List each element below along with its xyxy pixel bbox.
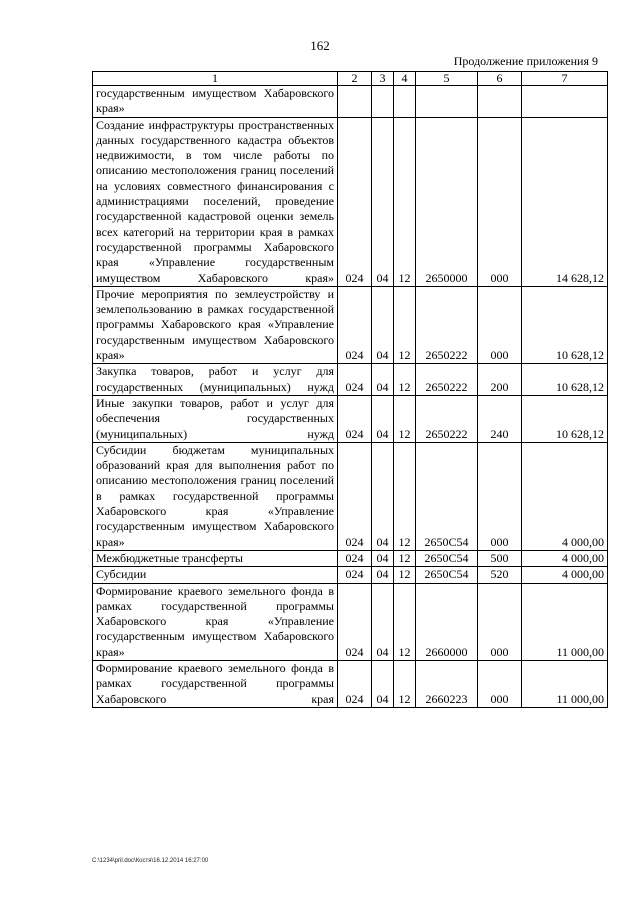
header-row [93, 72, 608, 86]
row-col-3: 04 [372, 583, 394, 660]
row-col-2 [338, 86, 372, 118]
row-col-2: 024 [338, 660, 372, 707]
header-col-6: 6 [478, 72, 522, 86]
row-col-4: 12 [394, 567, 416, 583]
row-col-5: 2650С54 [416, 442, 478, 550]
row-description: Формирование краевого земельного фонда в рамках государственной программы Хабаровского края «Управление государственным имуществом Хабаровского края» [93, 583, 338, 660]
row-amount: 10 628,12 [522, 395, 608, 442]
row-amount: 4 000,00 [522, 550, 608, 566]
row-col-6: 000 [478, 442, 522, 550]
row-col-5: 2650С54 [416, 567, 478, 583]
row-col-6: 000 [478, 117, 522, 286]
header-col-2: 2 [338, 72, 372, 86]
row-col-4: 12 [394, 550, 416, 566]
row-col-4: 12 [394, 364, 416, 396]
row-col-4: 12 [394, 286, 416, 363]
row-description: Иные закупки товаров, работ и услуг для обеспечения государственных (муниципальных) нужд [93, 395, 338, 442]
row-description: Формирование краевого земельного фонда в рамках государственной программы Хабаровского края [93, 660, 338, 707]
row-description: Прочие мероприятия по землеустройству и землепользованию в рамках государственной программы Хабаровского края «Управление государственным имуществом Хабаровского края» [93, 286, 338, 363]
row-col-4: 12 [394, 660, 416, 707]
row-description: Субсидии [93, 567, 338, 583]
file-path-footer: C:\1234\pril.doc\Костя\16.12.2014 16:27:00 [92, 858, 209, 864]
row-col-4: 12 [394, 117, 416, 286]
row-col-5: 2650000 [416, 117, 478, 286]
header-col-5: 5 [416, 72, 478, 86]
row-col-2: 024 [338, 567, 372, 583]
row-col-5: 2650222 [416, 364, 478, 396]
row-col-3: 04 [372, 567, 394, 583]
row-col-2: 024 [338, 550, 372, 566]
table-row [93, 583, 608, 660]
row-col-2: 024 [338, 117, 372, 286]
budget-table [92, 71, 608, 708]
row-col-2: 024 [338, 395, 372, 442]
row-col-5: 2650222 [416, 395, 478, 442]
row-col-2: 024 [338, 583, 372, 660]
header-col-7: 7 [522, 72, 608, 86]
table-row [93, 442, 608, 550]
row-col-6: 200 [478, 364, 522, 396]
row-col-2: 024 [338, 364, 372, 396]
row-amount: 10 628,12 [522, 364, 608, 396]
row-col-3: 04 [372, 550, 394, 566]
row-col-4: 12 [394, 442, 416, 550]
continuation-label: Продолжение приложения 9 [453, 54, 598, 68]
row-col-5: 2650222 [416, 286, 478, 363]
row-amount: 4 000,00 [522, 442, 608, 550]
table-row [93, 660, 608, 707]
row-col-6: 000 [478, 286, 522, 363]
row-col-2: 024 [338, 442, 372, 550]
table-row [93, 117, 608, 286]
row-col-4: 12 [394, 395, 416, 442]
page-number: 162 [310, 38, 330, 53]
row-col-6: 000 [478, 660, 522, 707]
row-col-5: 2660000 [416, 583, 478, 660]
row-amount: 14 628,12 [522, 117, 608, 286]
row-col-6 [478, 86, 522, 118]
table-row [93, 567, 608, 583]
row-col-3: 04 [372, 286, 394, 363]
row-col-6: 240 [478, 395, 522, 442]
header-col-1: 1 [93, 72, 338, 86]
row-col-4 [394, 86, 416, 118]
row-amount [522, 86, 608, 118]
header-col-3: 3 [372, 72, 394, 86]
row-description: государственным имуществом Хабаровского края» [93, 86, 338, 118]
row-amount: 11 000,00 [522, 660, 608, 707]
row-description: Закупка товаров, работ и услуг для государственных (муниципальных) нужд [93, 364, 338, 396]
row-description: Субсидии бюджетам муниципальных образований края для выполнения работ по описанию местоположения границ поселений в рамках государственной программы Хабаровского края «Управление государственным имуществом Хабаровского края» [93, 442, 338, 550]
row-col-3 [372, 86, 394, 118]
row-col-5 [416, 86, 478, 118]
row-amount: 4 000,00 [522, 567, 608, 583]
table-row [93, 550, 608, 566]
row-col-5: 2660223 [416, 660, 478, 707]
row-col-6: 500 [478, 550, 522, 566]
row-col-3: 04 [372, 442, 394, 550]
table-row [93, 395, 608, 442]
row-amount: 10 628,12 [522, 286, 608, 363]
table-row [93, 86, 608, 118]
row-col-2: 024 [338, 286, 372, 363]
row-amount: 11 000,00 [522, 583, 608, 660]
row-col-3: 04 [372, 395, 394, 442]
row-description: Межбюджетные трансферты [93, 550, 338, 566]
header-col-4: 4 [394, 72, 416, 86]
row-col-4: 12 [394, 583, 416, 660]
row-col-3: 04 [372, 117, 394, 286]
row-col-5: 2650С54 [416, 550, 478, 566]
row-col-3: 04 [372, 364, 394, 396]
row-col-6: 000 [478, 583, 522, 660]
row-col-6: 520 [478, 567, 522, 583]
table-row [93, 286, 608, 363]
row-col-3: 04 [372, 660, 394, 707]
table-row [93, 364, 608, 396]
row-description: Создание инфраструктуры пространственных данных государственного кадастра объектов недвижимости, в том числе работы по описанию местоположения границ поселений на условиях совместного финансирования с администрациями поселений, проведение государственной кадастровой оценки земель всех категорий на территории края в рамках государственной программы Хабаровского края «Управление государственным имуществом Хабаровского края» [93, 117, 338, 286]
